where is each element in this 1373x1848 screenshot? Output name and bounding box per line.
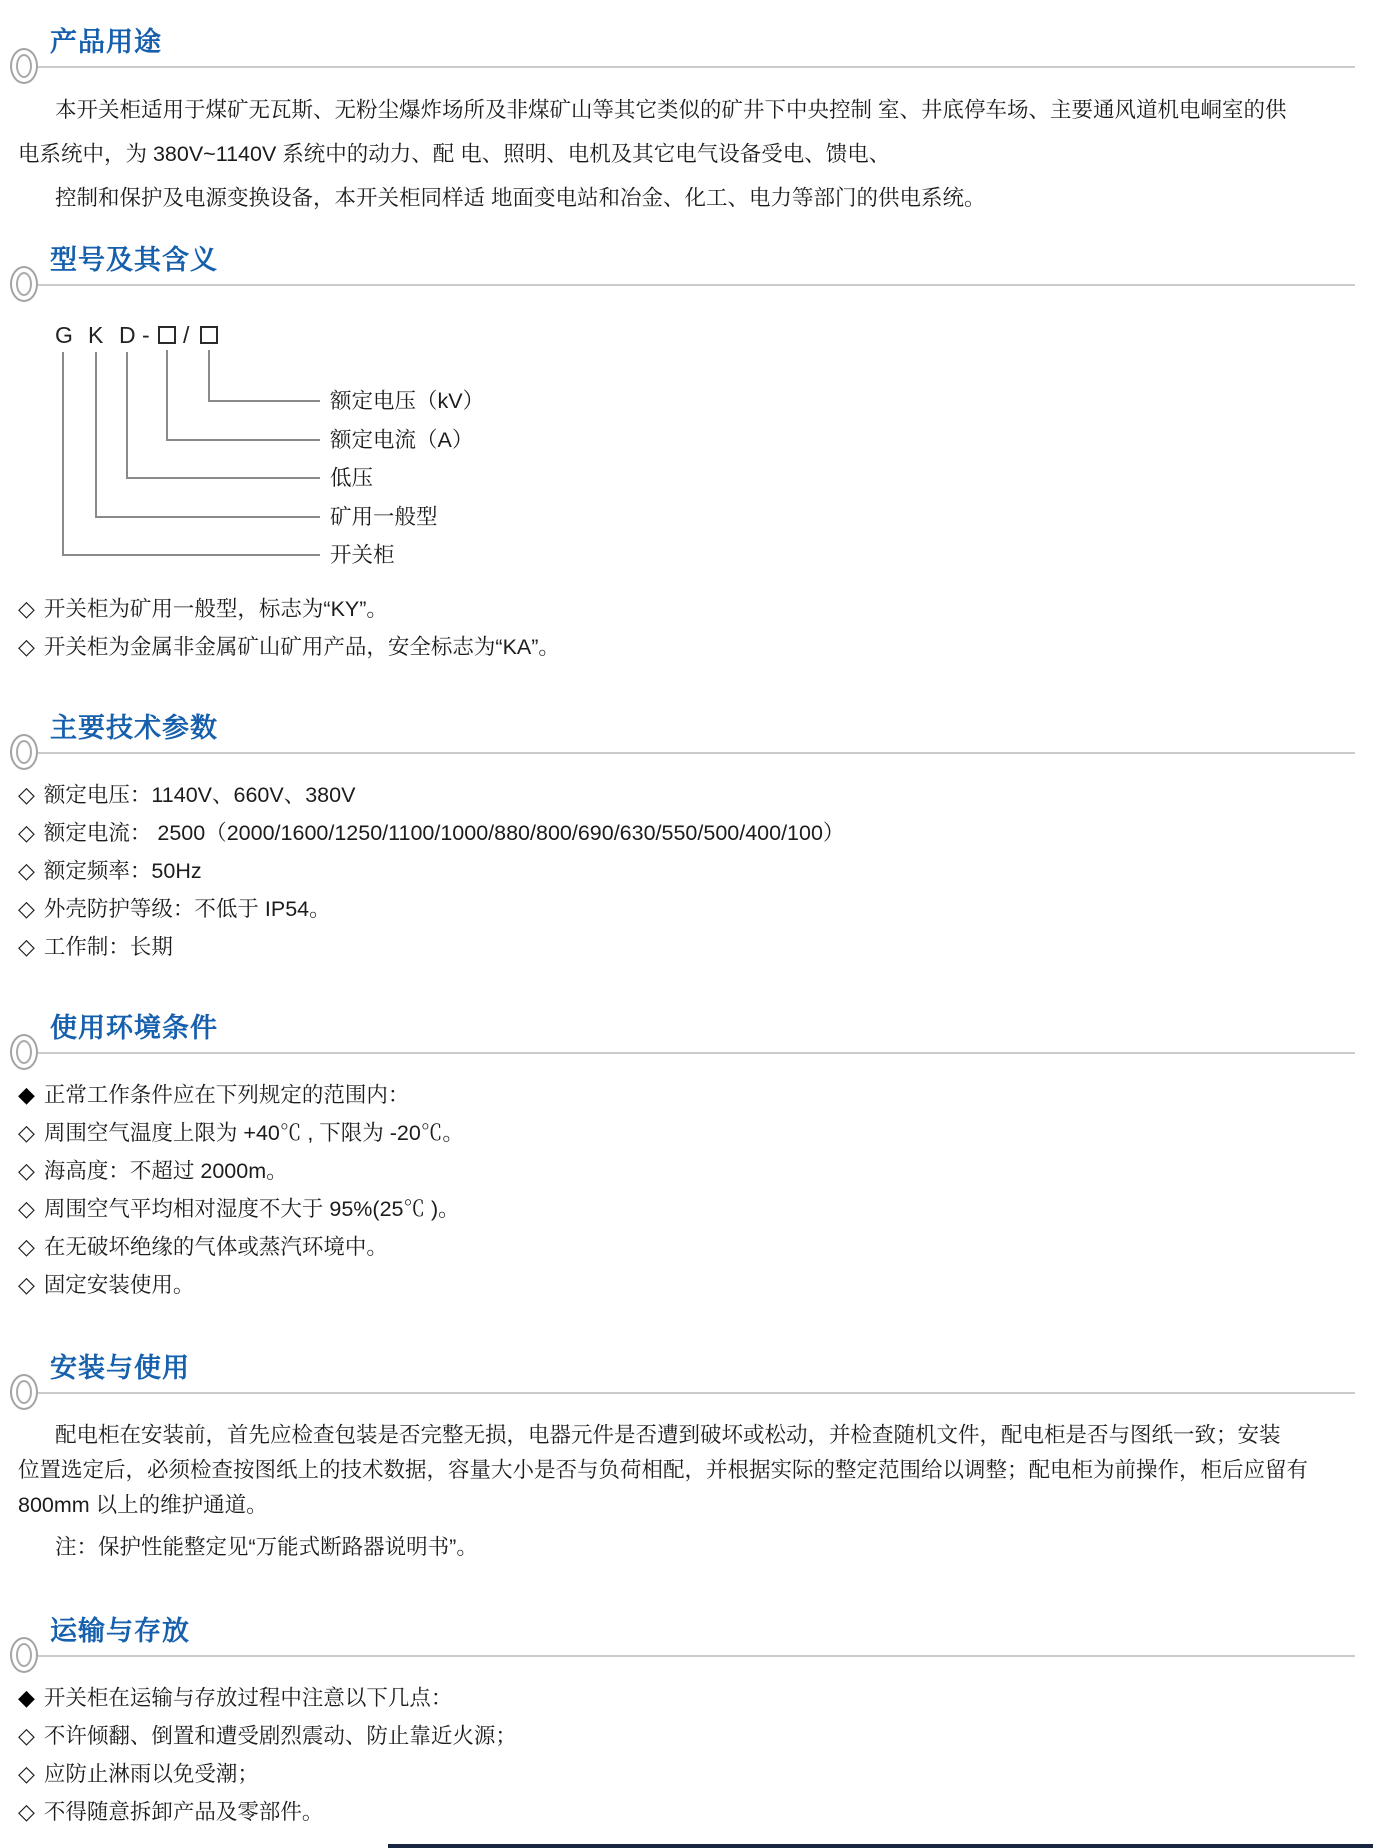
section-divider <box>30 1655 1355 1657</box>
footer-divider <box>388 1844 1373 1848</box>
section-environment <box>0 1012 1373 1054</box>
diamond-bullet-icon: ◇ <box>18 1272 35 1297</box>
model-label-rated-voltage: 额定电压（kV） <box>330 389 485 413</box>
environment-item-text: 周围空气温度上限为 +40℃ , 下限为 -20℃。 <box>43 1121 464 1145</box>
environment-item-text: 在无破坏绝缘的气体或蒸汽环境中。 <box>43 1235 388 1259</box>
environment-item <box>18 1114 1355 1152</box>
diamond-bullet-icon: ◇ <box>18 1120 35 1145</box>
tech-param-item <box>18 890 1355 928</box>
transport-item <box>18 1793 1355 1831</box>
usage-line: 本开关柜适用于煤矿无瓦斯、无粉尘爆炸场所及非煤矿山等其它类似的矿井下中央控制 室、井底停车场、主要通风道机电峒室的供 <box>55 98 1287 122</box>
diamond-filled-bullet-icon: ◆ <box>18 1685 35 1710</box>
section-title-product-usage: 产品用途 <box>50 27 162 57</box>
section-title-model-meaning: 型号及其含义 <box>50 245 218 275</box>
tech-param-item <box>18 852 1355 890</box>
diamond-bullet-icon: ◇ <box>18 820 35 845</box>
tech-params-list <box>18 776 1355 966</box>
diamond-bullet-icon: ◇ <box>18 634 35 659</box>
tech-param-item <box>18 776 1355 814</box>
tech-param-text: 外壳防护等级：不低于 IP54。 <box>43 897 331 921</box>
model-notes <box>18 590 1355 666</box>
model-letter-k: K <box>88 322 104 348</box>
environment-item-text: 固定安装使用。 <box>43 1273 195 1297</box>
installation-note: 注：保护性能整定见“万能式断路器说明书”。 <box>55 1535 478 1559</box>
environment-item-text: 海高度：不超过 2000m。 <box>43 1159 288 1183</box>
tech-param-text: 额定电压：1140V、660V、380V <box>43 783 356 807</box>
model-connector-lines <box>0 322 1355 574</box>
environment-item-text: 周围空气平均相对湿度不大于 95%(25℃ )。 <box>43 1197 460 1221</box>
section-transport <box>0 1615 1373 1657</box>
diamond-bullet-icon: ◇ <box>18 896 35 921</box>
environment-lead <box>18 1076 1355 1114</box>
transport-lead <box>18 1679 1355 1717</box>
model-label-low-voltage: 低压 <box>330 466 374 490</box>
model-note-text: 开关柜为矿用一般型，标志为“KY”。 <box>43 597 388 621</box>
transport-list <box>18 1679 1355 1831</box>
model-slash: / <box>183 322 190 348</box>
installation-line: 配电柜在安装前，首先应检查包装是否完整无损，电器元件是否遭到破坏或松动，并检查随机文件，配电柜是否与图纸一致；安装 <box>55 1423 1281 1447</box>
ring-ornament-icon <box>10 266 38 302</box>
tech-param-item <box>18 814 1355 852</box>
section-title-transport: 运输与存放 <box>50 1616 190 1646</box>
transport-item-text: 不许倾翻、倒置和遭受剧烈震动、防止靠近火源； <box>43 1724 517 1748</box>
section-divider <box>30 1052 1355 1054</box>
section-divider <box>30 752 1355 754</box>
transport-lead-text: 开关柜在运输与存放过程中注意以下几点： <box>43 1686 453 1710</box>
section-title-installation: 安装与使用 <box>50 1353 190 1383</box>
transport-item <box>18 1717 1355 1755</box>
section-product-usage <box>0 0 1373 68</box>
diamond-bullet-icon: ◇ <box>18 782 35 807</box>
diamond-bullet-icon: ◇ <box>18 1761 35 1786</box>
tech-param-item <box>18 928 1355 966</box>
model-label-mine-general: 矿用一般型 <box>330 505 438 529</box>
diamond-bullet-icon: ◇ <box>18 934 35 959</box>
model-dash: - <box>142 322 150 348</box>
transport-item-text: 不得随意拆卸产品及零部件。 <box>43 1800 324 1824</box>
model-label-rated-current: 额定电流（A） <box>330 428 474 452</box>
installation-line: 800mm 以上的维护通道。 <box>18 1493 268 1517</box>
environment-item <box>18 1152 1355 1190</box>
tech-param-text: 额定频率：50Hz <box>43 859 202 883</box>
model-letter-g: G <box>55 322 73 348</box>
ring-ornament-icon <box>10 1034 38 1070</box>
section-divider <box>30 284 1355 286</box>
section-title-environment: 使用环境条件 <box>50 1013 218 1043</box>
tech-param-text: 额定电流： 2500（2000/1600/1250/1100/1000/880/800/690/630/550/500/400/100） <box>43 821 845 845</box>
section-installation <box>0 1352 1373 1394</box>
environment-item <box>18 1266 1355 1304</box>
diamond-filled-bullet-icon: ◆ <box>18 1082 35 1107</box>
model-placeholder-box-icon <box>200 326 218 344</box>
section-tech-params <box>0 712 1373 754</box>
ring-ornament-icon <box>10 48 38 84</box>
transport-item-text: 应防止淋雨以免受潮； <box>43 1762 259 1786</box>
model-code-diagram <box>0 322 1355 574</box>
installation-paragraph <box>18 1418 1355 1565</box>
usage-paragraph <box>18 88 1355 220</box>
usage-line: 电系统中，为 380V~1140V 系统中的动力、配 电、照明、电机及其它电气设备受电、馈电、 <box>18 142 891 166</box>
model-note-item <box>18 590 1355 628</box>
diamond-bullet-icon: ◇ <box>18 596 35 621</box>
diamond-bullet-icon: ◇ <box>18 1196 35 1221</box>
model-note-item <box>18 628 1355 666</box>
section-title-tech-params: 主要技术参数 <box>50 713 218 743</box>
section-divider <box>30 1392 1355 1394</box>
model-note-text: 开关柜为金属非金属矿山矿用产品，安全标志为“KA”。 <box>43 635 560 659</box>
diamond-bullet-icon: ◇ <box>18 1723 35 1748</box>
environment-item <box>18 1228 1355 1266</box>
transport-item <box>18 1755 1355 1793</box>
diamond-bullet-icon: ◇ <box>18 858 35 883</box>
section-model-meaning <box>0 244 1373 286</box>
diamond-bullet-icon: ◇ <box>18 1234 35 1259</box>
model-placeholder-box-icon <box>158 326 176 344</box>
environment-list <box>18 1076 1355 1304</box>
ring-ornament-icon <box>10 1637 38 1673</box>
ring-ornament-icon <box>10 1374 38 1410</box>
environment-item <box>18 1190 1355 1228</box>
installation-line: 位置选定后，必须检查按图纸上的技术数据，容量大小是否与负荷相配，并根据实际的整定范围给以调整；配电柜为前操作，柜后应留有 <box>18 1458 1309 1482</box>
environment-lead-text: 正常工作条件应在下列规定的范围内： <box>43 1083 410 1107</box>
diamond-bullet-icon: ◇ <box>18 1158 35 1183</box>
model-letter-d: D <box>119 322 136 348</box>
section-divider <box>30 66 1355 68</box>
tech-param-text: 工作制：长期 <box>43 935 173 959</box>
usage-line: 控制和保护及电源变换设备，本开关柜同样适 地面变电站和冶金、化工、电力等部门的供电系统。 <box>55 186 986 210</box>
diamond-bullet-icon: ◇ <box>18 1799 35 1824</box>
model-label-switchgear: 开关柜 <box>330 543 395 567</box>
ring-ornament-icon <box>10 734 38 770</box>
